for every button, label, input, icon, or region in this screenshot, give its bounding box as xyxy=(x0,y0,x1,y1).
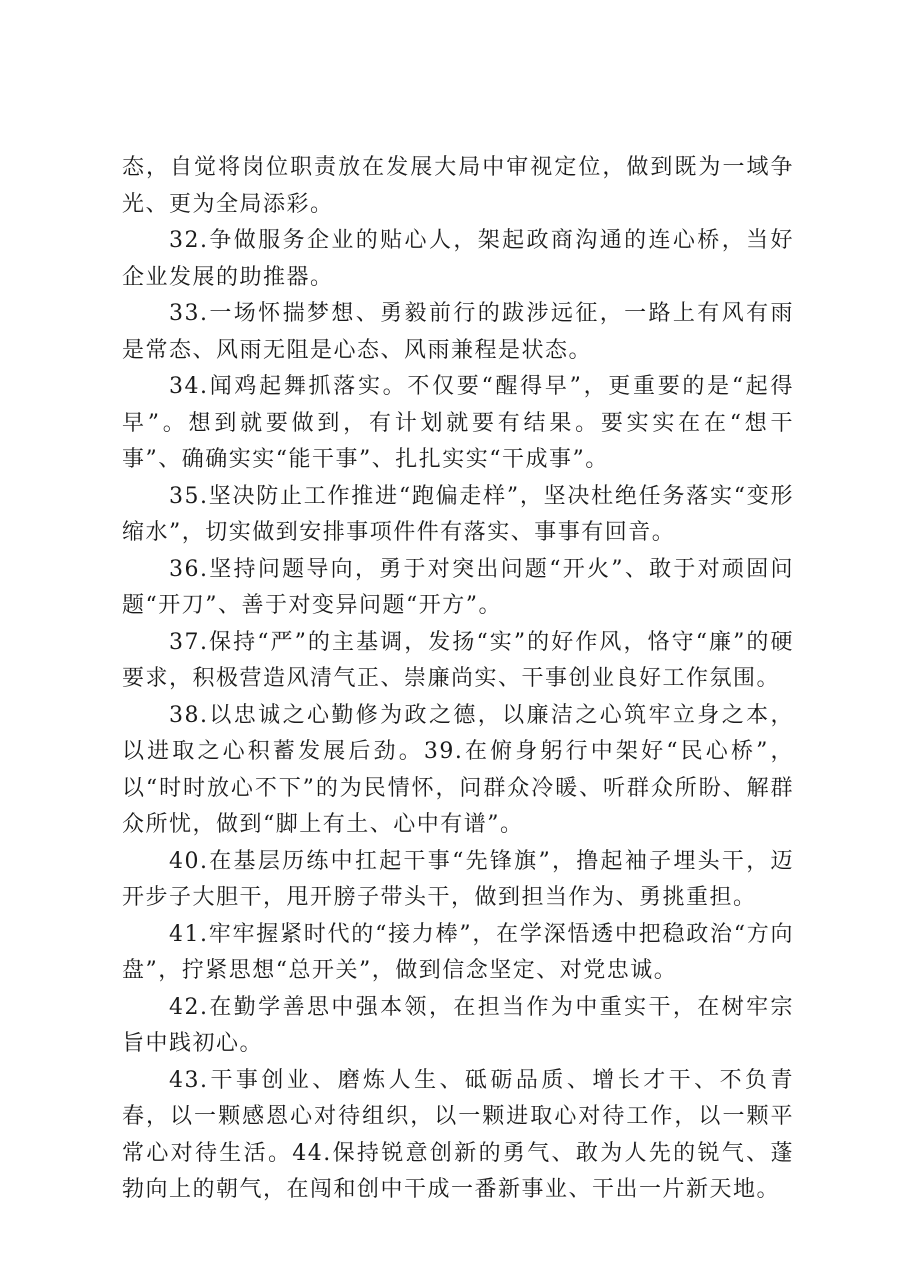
paragraph-41: 41.牢牢握紧时代的“接力棒”，在学深悟透中把稳政治“方向盘”，拧紧思想“总开关”，做到信念坚定、对党忠诚。 xyxy=(122,921,794,983)
paragraph-42: 42.在勤学善思中强本领，在担当作为中重实干，在树牢宗旨中践初心。 xyxy=(122,994,794,1056)
paragraph-43-44: 43.干事创业、磨炼人生、砥砺品质、增长才干、不负青春，以一颗感恩心对待组织，以一颗进取心对待工作，以一颗平常心对待生活。44.保持锐意创新的勇气、敢为人先的锐气、蓬勃向上的朝气，在闯和创中干成一番新事业、干出一片新天地。 xyxy=(122,1067,794,1202)
paragraph-35: 35.坚决防止工作推进“跑偏走样”，坚决杜绝任务落实“变形缩水”，切实做到安排事项件件有落实、事事有回音。 xyxy=(122,483,794,545)
paragraph-38-39: 38.以忠诚之心勤修为政之德，以廉洁之心筑牢立身之本，以进取之心积蓄发展后劲。39.在俯身躬行中架好“民心桥”，以“时时放心不下”的为民情怀，问群众冷暖、听群众所盼、解群众所忧，做到“脚上有土、心中有谱”。 xyxy=(122,702,794,837)
paragraph-40: 40.在基层历练中扛起干事“先锋旗”，撸起袖子埋头干，迈开步子大胆干，甩开膀子带头干，做到担当作为、勇挑重担。 xyxy=(122,848,794,910)
paragraph-34: 34.闻鸡起舞抓落实。不仅要“醒得早”，更重要的是“起得早”。想到就要做到，有计划就要有结果。要实实在在“想干事”、确确实实“能干事”、扎扎实实“干成事”。 xyxy=(122,374,794,472)
document-body xyxy=(122,150,794,1209)
paragraph-continuation: 态，自觉将岗位职责放在发展大局中审视定位，做到既为一域争光、更为全局添彩。 xyxy=(122,155,794,217)
paragraph-32: 32.争做服务企业的贴心人，架起政商沟通的连心桥，当好企业发展的助推器。 xyxy=(122,228,794,290)
paragraph-37: 37.保持“严”的主基调，发扬“实”的好作风，恪守“廉”的硬要求，积极营造风清气正、崇廉尚实、干事创业良好工作氛围。 xyxy=(122,629,794,691)
paragraph-33: 33.一场怀揣梦想、勇毅前行的跋涉远征，一路上有风有雨是常态、风雨无阻是心态、风雨兼程是状态。 xyxy=(122,301,794,363)
paragraph-36: 36.坚持问题导向，勇于对突出问题“开火”、敢于对顽固问题“开刀”、善于对变异问题“开方”。 xyxy=(122,556,794,618)
